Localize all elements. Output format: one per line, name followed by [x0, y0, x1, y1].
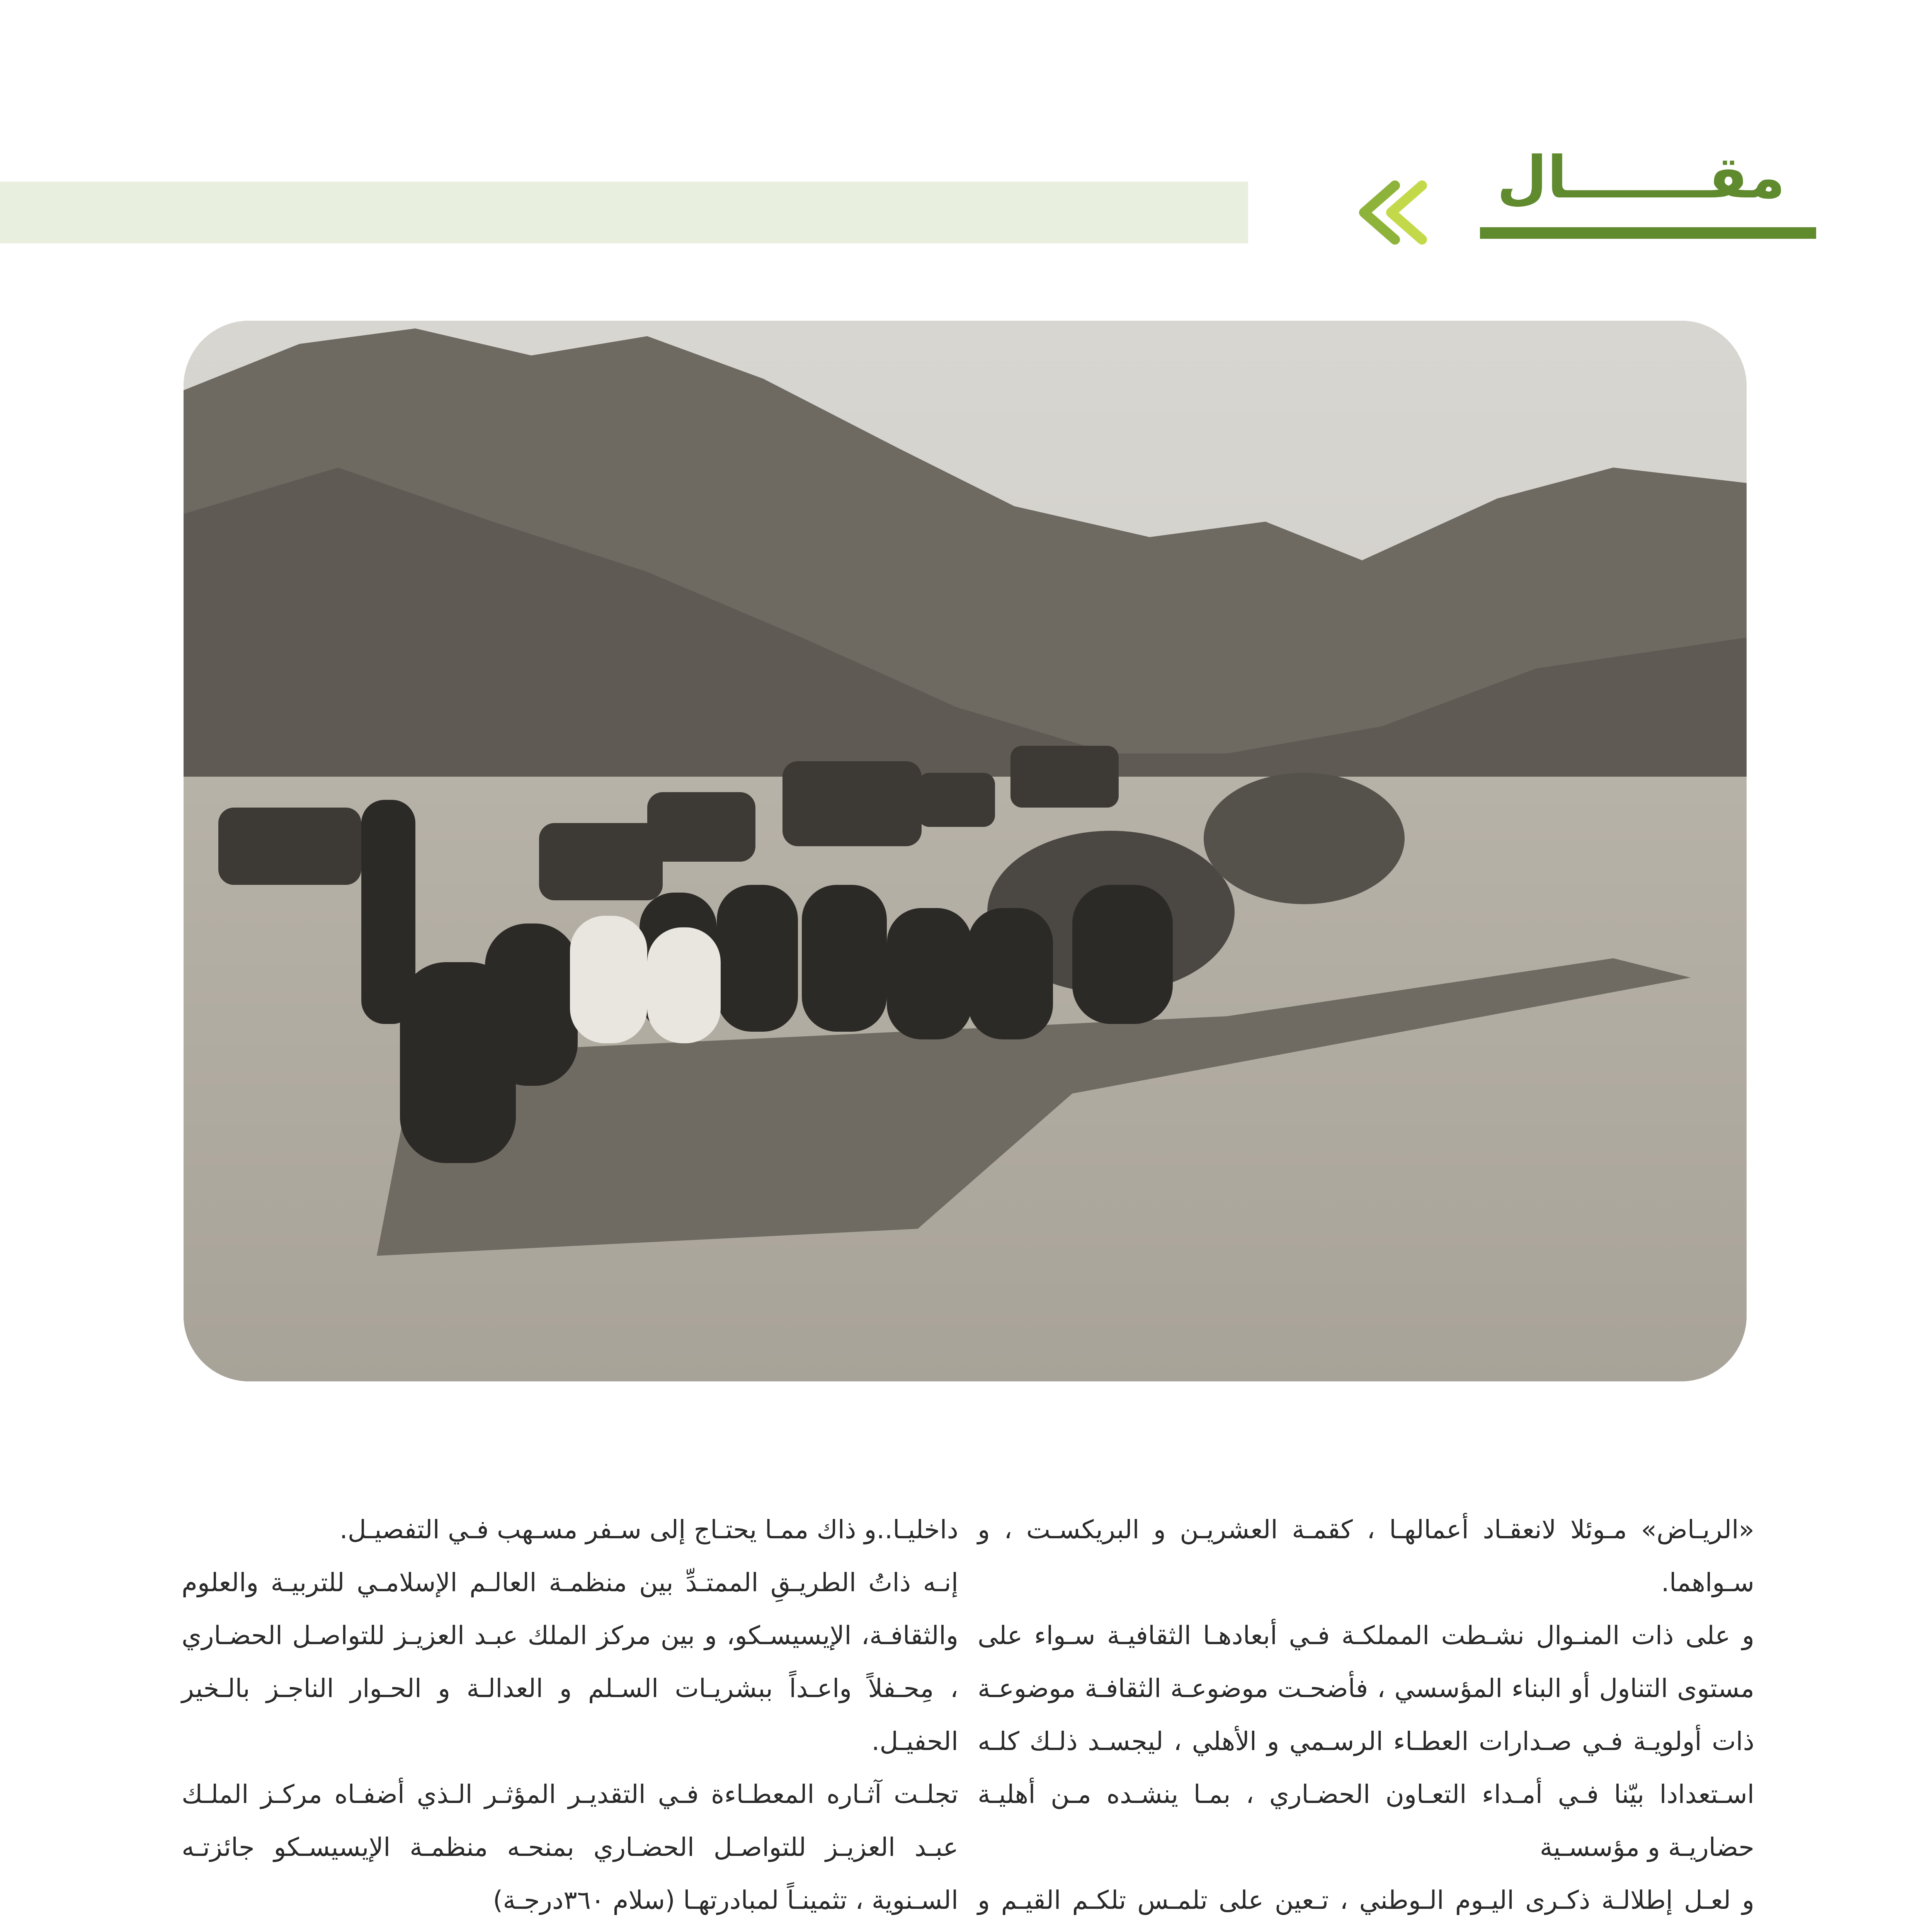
- paragraph: «الريـاض» مـوئلا لانعقـاد أعمالهـا ، كقمـة العشريـن و البريكسـت ، و سـواهما.: [978, 1515, 1754, 1597]
- article-column-right: [978, 1503, 1754, 1932]
- article-column-left: [182, 1503, 958, 1932]
- paragraph: داخليـا..و ذاك ممـا يحتـاج إلى سـفر مسـهب فـي التفصيـل.: [339, 1515, 958, 1544]
- double-chevron-icon: [1337, 178, 1430, 247]
- paragraph: إنـه ذاتُ الطريـقِ الممتـدِّ بين منظمـة العالـم الإسلامـي للتربيـة والعلوم والثقافـة، الإيسيسـكو، و بين مركز الملك عبـد العزيـز للتواصـل الحضـاري ، مِحـفلاً واعـداً ببشريـات السـلم و العدالـة و الحـوار الناجـز بالـخير الحفيـل.: [182, 1568, 958, 1756]
- historic-photo: [184, 321, 1747, 1381]
- paragraph: و على ذات المنـوال نشـطت المملكـة فـي أبعادهـا الثقافيـة سـواء على مستوى التناول أو البناء المؤسسي ، فأضحـت موضوعـة الثقافـة موضوعـة ذات أولويـة فـي صـدارات العطـاء الرسـمي و الأهلي ، ليجسـد ذلـك كلـه اسـتعدادا بيّنا فـي أمـداء التعـاون الحضـاري ، بمـا ينشـده مـن أهليـة حضاريـة و مؤسسـية: [978, 1621, 1754, 1862]
- paragraph: [182, 1927, 958, 1932]
- paragraph: تجلـت آثـاره المعطـاءة فـي التقديـر المؤثـر الـذي أضفـاه مركـز الملـك عبـد العزيـز للتواصـل الحضـاري بمنحـه منظمـة الإيسيسـكو جائزتـه السـنوية ، تثمينـاً لمبادرتهـا (سلام ٣٦٠درجـة): [182, 1779, 958, 1915]
- paragraph: و لعـل إطلالـة ذكـرى اليـوم الـوطني ، تـعين على تلمـس تلكـم القيـم و: [978, 1885, 1754, 1915]
- header-band: [0, 182, 1248, 243]
- section-title: مقـــــــال: [1497, 144, 1785, 211]
- title-underline: [1480, 227, 1816, 239]
